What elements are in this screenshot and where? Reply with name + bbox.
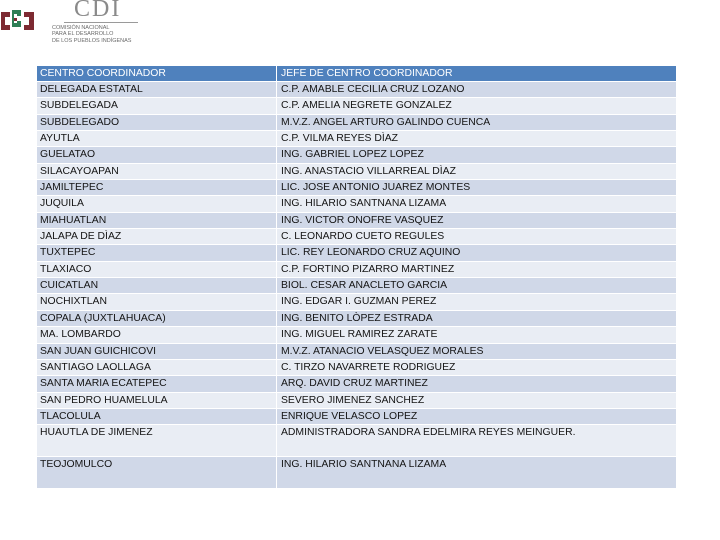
table-cell-jefe: LIC. REY LEONARDO CRUZ AQUINO	[277, 245, 677, 261]
table-cell-centro: JAMILTEPEC	[37, 180, 277, 196]
table-cell-centro: MIAHUATLAN	[37, 213, 277, 229]
logo-title: CDI	[74, 0, 122, 22]
table-cell-jefe: BIOL. CESAR ANACLETO GARCIA	[277, 278, 677, 294]
table-row	[37, 213, 677, 229]
table-cell-jefe: C. LEONARDO CUETO REGULES	[277, 229, 677, 245]
table-cell-jefe: ING. EDGAR I. GUZMAN PEREZ	[277, 294, 677, 310]
header-centro-coordinador: CENTRO COORDINADOR	[37, 66, 277, 82]
table-cell-centro: SAN PEDRO HUAMELULA	[37, 393, 277, 409]
table-cell-centro: CUICATLAN	[37, 278, 277, 294]
table-row	[37, 278, 677, 294]
table-row	[37, 409, 677, 425]
table-cell-jefe: SEVERO JIMENEZ SANCHEZ	[277, 393, 677, 409]
header-jefe-centro: JEFE DE CENTRO COORDINADOR	[277, 66, 677, 82]
table-cell-centro: SANTIAGO LAOLLAGA	[37, 360, 277, 376]
table-cell-jefe: ENRIQUE VELASCO LOPEZ	[277, 409, 677, 425]
table-cell-centro: TLAXIACO	[37, 262, 277, 278]
table-cell-jefe: C.P. VILMA REYES DÌAZ	[277, 131, 677, 147]
table-cell-centro: MA. LOMBARDO	[37, 327, 277, 343]
table-row	[37, 360, 677, 376]
table-row	[37, 115, 677, 131]
logo-subtitle	[52, 25, 162, 44]
table-cell-jefe: M.V.Z. ANGEL ARTURO GALINDO CUENCA	[277, 115, 677, 131]
cdi-logo	[0, 0, 200, 60]
table-cell-jefe: ING. ANASTACIO VILLARREAL DÌAZ	[277, 164, 677, 180]
table-row	[37, 344, 677, 360]
table-cell-centro: JALAPA DE DÌAZ	[37, 229, 277, 245]
table-row	[37, 147, 677, 163]
table-cell-centro: HUAUTLA DE JIMENEZ	[37, 425, 277, 457]
table-row	[37, 425, 677, 457]
table-cell-centro: AYUTLA	[37, 131, 277, 147]
table-cell-jefe: ING. HILARIO SANTNANA LIZAMA	[277, 196, 677, 212]
table-cell-centro: GUELATAO	[37, 147, 277, 163]
table-cell-centro: SANTA MARIA ECATEPEC	[37, 376, 277, 392]
table-row	[37, 311, 677, 327]
table-row	[37, 262, 677, 278]
logo-divider	[64, 22, 138, 23]
table-cell-centro: TEOJOMULCO	[37, 457, 277, 489]
table-cell-centro: TUXTEPEC	[37, 245, 277, 261]
table-cell-jefe: ING. HILARIO SANTNANA LIZAMA	[277, 457, 677, 489]
table-row	[37, 393, 677, 409]
table-cell-jefe: LIC. JOSE ANTONIO JUAREZ MONTES	[277, 180, 677, 196]
table-cell-jefe: C. TIRZO NAVARRETE RODRIGUEZ	[277, 360, 677, 376]
table-row	[37, 82, 677, 98]
table-cell-jefe: C.P. FORTINO PIZARRO MARTINEZ	[277, 262, 677, 278]
table-cell-jefe: ARQ. DAVID CRUZ MARTINEZ	[277, 376, 677, 392]
table-cell-centro: SAN JUAN GUICHICOVI	[37, 344, 277, 360]
table-cell-jefe: ING. GABRIEL LOPEZ LOPEZ	[277, 147, 677, 163]
table-header-row	[37, 66, 677, 82]
coordinators-table	[37, 66, 677, 489]
table-cell-centro: SUBDELEGADA	[37, 98, 277, 114]
table-row	[37, 180, 677, 196]
table-cell-centro: DELEGADA ESTATAL	[37, 82, 277, 98]
table-row	[37, 196, 677, 212]
table-cell-centro: COPALA (JUXTLAHUACA)	[37, 311, 277, 327]
logo-subtitle-line: PARA EL DESARROLLO	[52, 31, 114, 38]
table-cell-centro: JUQUILA	[37, 196, 277, 212]
table-row	[37, 131, 677, 147]
logo-subtitle-line: COMISIÓN NACIONAL	[52, 25, 110, 31]
table-cell-centro: SILACAYOAPAN	[37, 164, 277, 180]
logo-subtitle-line: DE LOS PUEBLOS INDÍGENAS	[52, 37, 132, 44]
table-cell-jefe: ADMINISTRADORA SANDRA EDELMIRA REYES MEINGUER.	[277, 425, 677, 457]
table-cell-jefe: ING. MIGUEL RAMIREZ ZARATE	[277, 327, 677, 343]
table-row	[37, 376, 677, 392]
table-row	[37, 457, 677, 489]
table-row	[37, 294, 677, 310]
table-row	[37, 164, 677, 180]
cdi-emblem-icon	[0, 8, 36, 34]
table-cell-jefe: ING. BENITO LÒPEZ ESTRADA	[277, 311, 677, 327]
table-cell-jefe: M.V.Z. ATANACIO VELASQUEZ MORALES	[277, 344, 677, 360]
table-cell-jefe: ING. VICTOR ONOFRE VASQUEZ	[277, 213, 677, 229]
table-cell-centro: TLACOLULA	[37, 409, 277, 425]
table-cell-jefe: C.P. AMELIA NEGRETE GONZALEZ	[277, 98, 677, 114]
table-row	[37, 245, 677, 261]
table-row	[37, 327, 677, 343]
table-row	[37, 98, 677, 114]
table-cell-centro: NOCHIXTLAN	[37, 294, 277, 310]
table-row	[37, 229, 677, 245]
table-cell-jefe: C.P. AMABLE CECILIA CRUZ LOZANO	[277, 82, 677, 98]
table-cell-centro: SUBDELEGADO	[37, 115, 277, 131]
